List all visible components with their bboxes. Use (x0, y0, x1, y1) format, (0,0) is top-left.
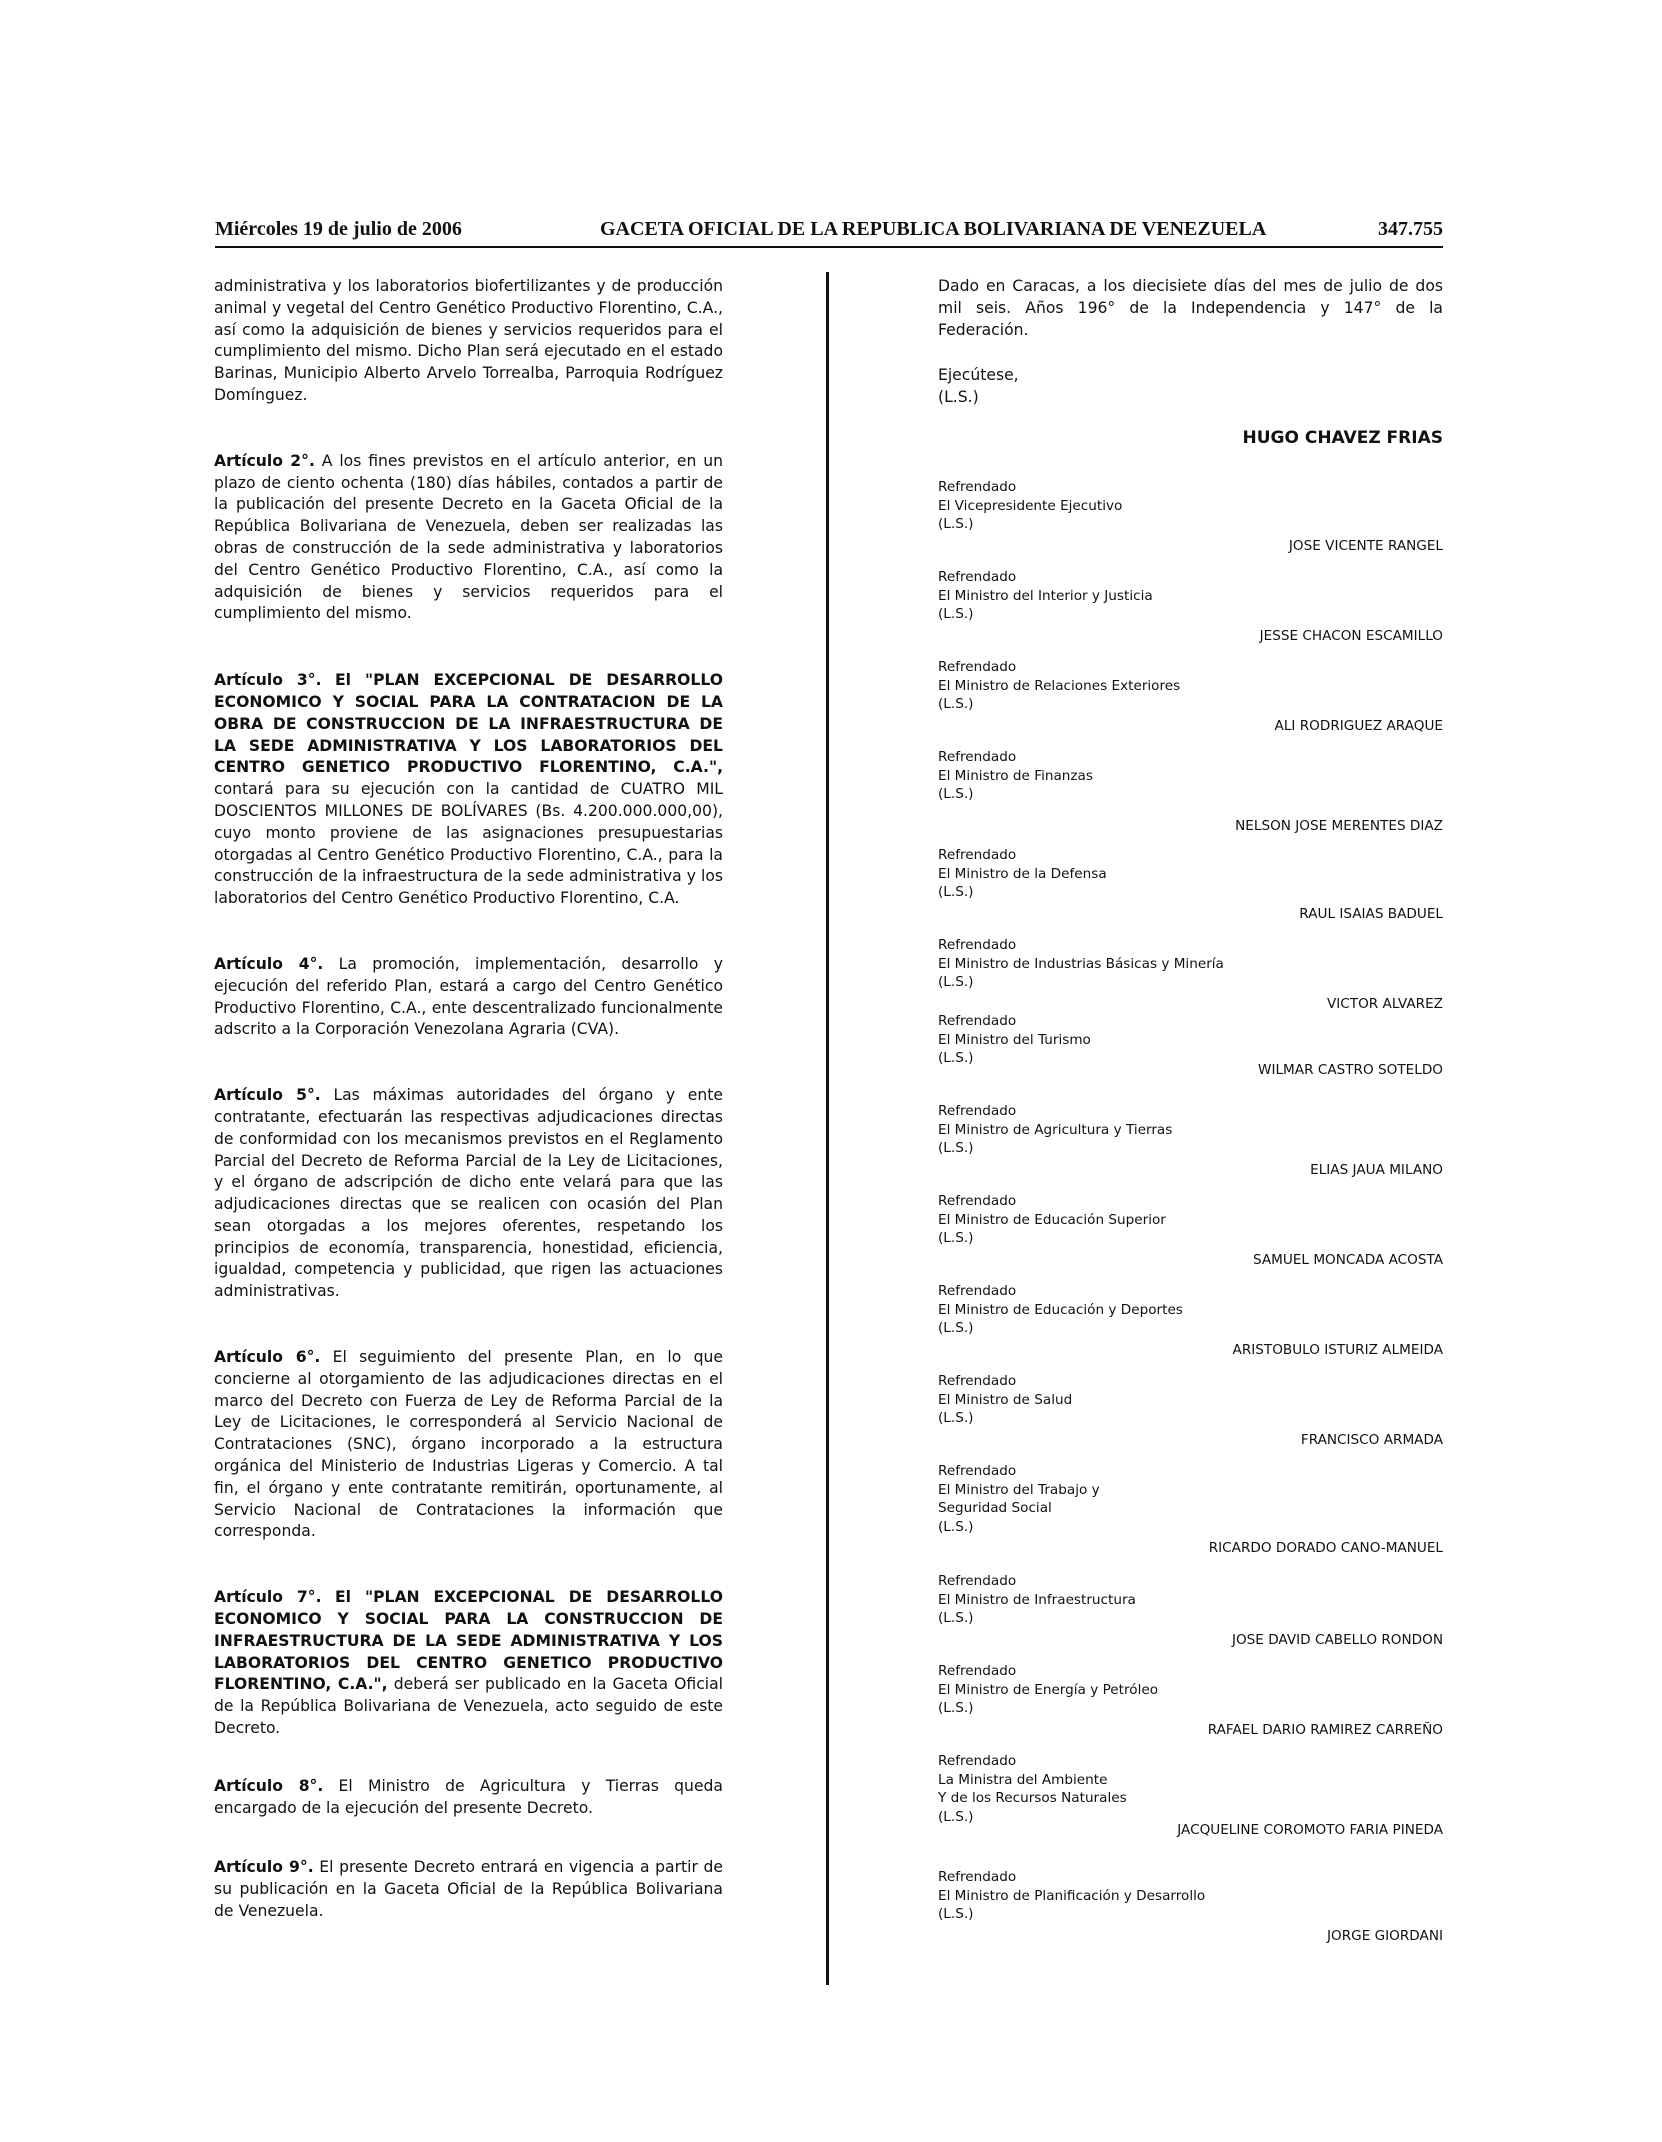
signatory-name: RAUL ISAIAS BADUEL (1299, 906, 1443, 922)
signatory-name: RICARDO DORADO CANO-MANUEL (1208, 1540, 1443, 1556)
signatory-name: NELSON JOSE MERENTES DIAZ (1235, 818, 1443, 834)
signature-block (938, 1572, 1443, 1651)
article-label: Artículo 9°. (214, 1858, 314, 1877)
signatory-name: ELIAS JAUA MILANO (1310, 1162, 1443, 1178)
ls-seal: (L.S.) (938, 516, 974, 532)
signatory-role: El Ministro de Educación Superior (938, 1211, 1166, 1228)
refrendado-label: Refrendado (938, 1463, 1017, 1479)
article-label: Artículo 7°. (214, 1588, 322, 1607)
plan-name: El "PLAN EXCEPCIONAL DE DESARROLLO ECONOMICO Y SOCIAL PARA LA CONSTRUCCION DE INFRAESTRUCTURA DE LA SEDE ADMINISTRATIVA Y LOS LABORATORIOS DEL CENTRO GENETICO PRODUCTIVO FLORENTINO, C.A.", (214, 1588, 723, 1694)
article-label: Artículo 2°. (214, 451, 315, 470)
dado-paragraph: Dado en Caracas, a los diecisiete días del mes de julio de dos mil seis. Años 196° de la Independencia y 147° de la Federación. (938, 277, 1443, 339)
refrendado-label: Refrendado (938, 937, 1017, 953)
refrendado-label: Refrendado (938, 749, 1017, 765)
signature-block (938, 846, 1443, 925)
signatory-role: El Ministro de Educación y Deportes (938, 1301, 1183, 1318)
refrendado-label: Refrendado (938, 569, 1017, 585)
refrendado-label: Refrendado (938, 1373, 1017, 1389)
signatory-name: SAMUEL MONCADA ACOSTA (1252, 1252, 1443, 1268)
signature-block (938, 478, 1443, 557)
president-name: HUGO CHAVEZ FRIAS (1242, 428, 1443, 448)
refrendado-label: Refrendado (938, 1283, 1017, 1299)
refrendado-label: Refrendado (938, 1573, 1017, 1589)
signatory-role: El Ministro de la Defensa (938, 865, 1107, 882)
plan-name: El "PLAN EXCEPCIONAL DE DESARROLLO ECONOMICO Y SOCIAL PARA LA CONTRATACION DE LA OBRA DE CONSTRUCCION DE LA INFRAESTRUCTURA DE LA SEDE ADMINISTRATIVA Y LOS LABORATORIOS DEL CENTRO GENETICO PRODUCTIVO FLORENTINO, C.A.", (214, 671, 723, 777)
article-9 (214, 1857, 723, 1922)
signatory-name: ARISTOBULO ISTURIZ ALMEIDA (1232, 1342, 1443, 1358)
ls-seal: (L.S.) (938, 1906, 974, 1922)
signatory-role: El Vicepresidente Ejecutivo (938, 497, 1123, 514)
signatory-role: Seguridad Social (938, 1500, 1052, 1516)
article-7 (214, 1587, 723, 1740)
article-text: A los fines previstos en el artículo anterior, en un plazo de ciento ochenta (180) días hábiles, contados a partir de la publicación del presente Decreto en la Gaceta Oficial de la República Bolivariana de Venezuela, deben ser realizadas las obras de construcción de la sede administrativa y laboratorios del Centro Genético Productivo Florentino, C.A., así como la adquisición de bienes y servicios requeridos para el cumplimiento del mismo. (214, 451, 723, 623)
signature-block (938, 1102, 1443, 1181)
ls-seal: (L.S.) (938, 1230, 974, 1246)
article-6 (214, 1347, 723, 1543)
article-text: contará para su ejecución con la cantidad de CUATRO MIL DOSCIENTOS MILLONES DE BOLÍVARES (Bs. 4.200.000.000,00), cuyo monto proviene de las asignaciones presupuestarias otorgadas al Centro Genético Productivo Florentino, C.A., para la construcción de la infraestructura de la sede administrativa y los laboratorios del Centro Genético Productivo Florentino, C.A. (214, 780, 723, 908)
signatory-name: JOSE VICENTE RANGEL (1288, 538, 1443, 554)
signature-block (938, 1012, 1443, 1081)
signature-block (938, 1192, 1443, 1271)
article-2 (214, 451, 723, 625)
signature-block (938, 936, 1443, 1015)
refrendado-label: Refrendado (938, 1193, 1017, 1209)
refrendado-label: Refrendado (938, 1103, 1017, 1119)
refrendado-label: Refrendado (938, 659, 1017, 675)
article-label: Artículo 4°. (214, 954, 324, 973)
signatory-role: El Ministro de Agricultura y Tierras (938, 1121, 1173, 1138)
ls-seal: (L.S.) (938, 884, 974, 900)
refrendado-label: Refrendado (938, 1663, 1017, 1679)
header-date: Miércoles 19 de julio de 2006 (215, 218, 462, 240)
ls-seal: (L.S.) (938, 696, 974, 712)
signatory-role: El Ministro de Industrias Básicas y Minería (938, 955, 1224, 972)
signatory-role: El Ministro del Interior y Justicia (938, 587, 1153, 604)
signatory-role: El Ministro de Energía y Petróleo (938, 1681, 1159, 1698)
refrendado-label: Refrendado (938, 1869, 1017, 1885)
signatory-name: JORGE GIORDANI (1327, 1928, 1443, 1944)
ls-seal: (L.S.) (938, 388, 979, 407)
ls-seal: (L.S.) (938, 1518, 974, 1535)
ls-seal: (L.S.) (938, 1410, 974, 1426)
article-label: Artículo 6°. (214, 1348, 321, 1367)
signatory-role: Y de los Recursos Naturales (938, 1790, 1127, 1806)
signatory-name: WILMAR CASTRO SOTELDO (1258, 1062, 1443, 1078)
signatory-role: El Ministro del Turismo (938, 1031, 1091, 1048)
signature-block (938, 1282, 1443, 1361)
article-text: El seguimiento del presente Plan, en lo que concierne al otorgamiento de las adjudicaciones directas en el marco del Decreto con Fuerza de Ley de Reforma Parcial de la Ley de Licitaciones, le corresponderá al Servicio Nacional de Contrataciones (SNC), órgano incorporado a la estructura orgánica del Ministerio de Industrias Ligeras y Comercio. A tal fin, el órgano y ente contratante remitirán, oportunamente, al Servicio Nacional de Contrataciones la información que corresponda. (214, 1348, 723, 1541)
signature-block (938, 568, 1443, 647)
article-text: Las máximas autoridades del órgano y ente contratante, efectuarán las respectivas adjudicaciones directas de conformidad con los mecanismos previstos en el Reglamento Parcial del Decreto de Reforma Parcial de la Ley de Licitaciones, y el órgano de adscripción de dicho ente velará para que las adjudicaciones directas que se realicen con ocasión del Plan sean otorgadas a los mejores oferentes, respetando los principios de economía, transparencia, honestidad, eficiencia, igualdad, competencia y publicidad, que rigen las actuaciones administrativas. (214, 1086, 723, 1301)
article-label: Artículo 5°. (214, 1086, 321, 1105)
refrendado-label: Refrendado (938, 1753, 1017, 1769)
ls-seal: (L.S.) (938, 786, 974, 802)
refrendado-label: Refrendado (938, 847, 1017, 863)
article-8 (214, 1776, 723, 1820)
signatory-role: El Ministro de Relaciones Exteriores (938, 677, 1181, 694)
refrendado-label: Refrendado (938, 1013, 1017, 1029)
signature-block (938, 1868, 1443, 1947)
signature-block (938, 748, 1443, 837)
signatory-name: JOSE DAVID CABELLO RONDON (1231, 1632, 1443, 1648)
signature-block (938, 1462, 1443, 1559)
ls-seal: (L.S.) (938, 1700, 974, 1716)
intro-paragraph: administrativa y los laboratorios biofertilizantes y de producción animal y vegetal del Centro Genético Productivo Florentino, C.A., así como la adquisición de bienes y servicios requeridos para el cumplimiento del mismo. Dicho Plan será ejecutado en el estado Barinas, Municipio Alberto Arvelo Torrealba, Parroquia Rodríguez Domínguez. (214, 277, 723, 404)
refrendado-label: Refrendado (938, 479, 1017, 495)
signatory-name: VICTOR ALVAREZ (1326, 996, 1443, 1012)
ls-seal: (L.S.) (938, 1140, 974, 1156)
left-column (214, 276, 723, 1923)
ls-seal: (L.S.) (938, 606, 974, 622)
ejecutese: Ejecútese, (938, 366, 1019, 385)
signature-block (938, 1372, 1443, 1451)
ls-seal: (L.S.) (938, 1050, 974, 1066)
header-page-number: 347.755 (1378, 218, 1443, 240)
signatory-name: RAFAEL DARIO RAMIREZ CARREÑO (1207, 1722, 1443, 1738)
signatory-name: FRANCISCO ARMADA (1300, 1432, 1443, 1448)
article-5 (214, 1085, 723, 1303)
ls-seal: (L.S.) (938, 974, 974, 990)
signatory-name: JESSE CHACON ESCAMILLO (1259, 628, 1443, 644)
ls-seal: (L.S.) (938, 1610, 974, 1626)
article-label: Artículo 3°. (214, 671, 322, 690)
article-label: Artículo 8°. (214, 1776, 324, 1795)
signatory-role: El Ministro de Planificación y Desarrollo (938, 1887, 1206, 1904)
signature-block (938, 1662, 1443, 1741)
header-rule (215, 246, 1443, 248)
ls-seal: (L.S.) (938, 1320, 974, 1336)
column-divider (826, 272, 829, 1985)
signatory-role: El Ministro de Salud (938, 1391, 1073, 1408)
article-text: La promoción, implementación, desarrollo y ejecución del referido Plan, estará a cargo del Centro Genético Productivo Florentino, C.A., ente descentralizado funcionalmente adscrito a la Corporación Venezolana Agraria (CVA). (214, 954, 724, 1039)
article-text: deberá ser publicado en la Gaceta Oficial de la República Bolivariana de Venezuela, acto seguido de este Decreto. (214, 1675, 724, 1738)
signatory-role: El Ministro de Infraestructura (938, 1591, 1136, 1608)
signatory-name: ALI RODRIGUEZ ARAQUE (1274, 718, 1443, 734)
article-text: El Ministro de Agricultura y Tierras queda encargado de la ejecución del presente Decreto. (214, 1776, 723, 1817)
signatory-name: JACQUELINE COROMOTO FARIA PINEDA (1177, 1822, 1443, 1838)
article-text: El presente Decreto entrará en vigencia a partir de su publicación en la Gaceta Oficial de la República Bolivariana de Venezuela. (214, 1858, 724, 1921)
ls-seal: (L.S.) (938, 1808, 974, 1825)
header-title: GACETA OFICIAL DE LA REPUBLICA BOLIVARIANA DE VENEZUELA (600, 218, 1267, 240)
signatory-role: El Ministro de Finanzas (938, 767, 1093, 784)
article-4 (214, 954, 723, 1041)
signatory-role: La Ministra del Ambiente (938, 1771, 1108, 1788)
right-column-intro (938, 276, 1443, 409)
signature-block (938, 658, 1443, 737)
signatory-role: El Ministro del Trabajo y (938, 1481, 1100, 1498)
article-3 (214, 670, 723, 910)
signature-block (938, 1752, 1443, 1841)
